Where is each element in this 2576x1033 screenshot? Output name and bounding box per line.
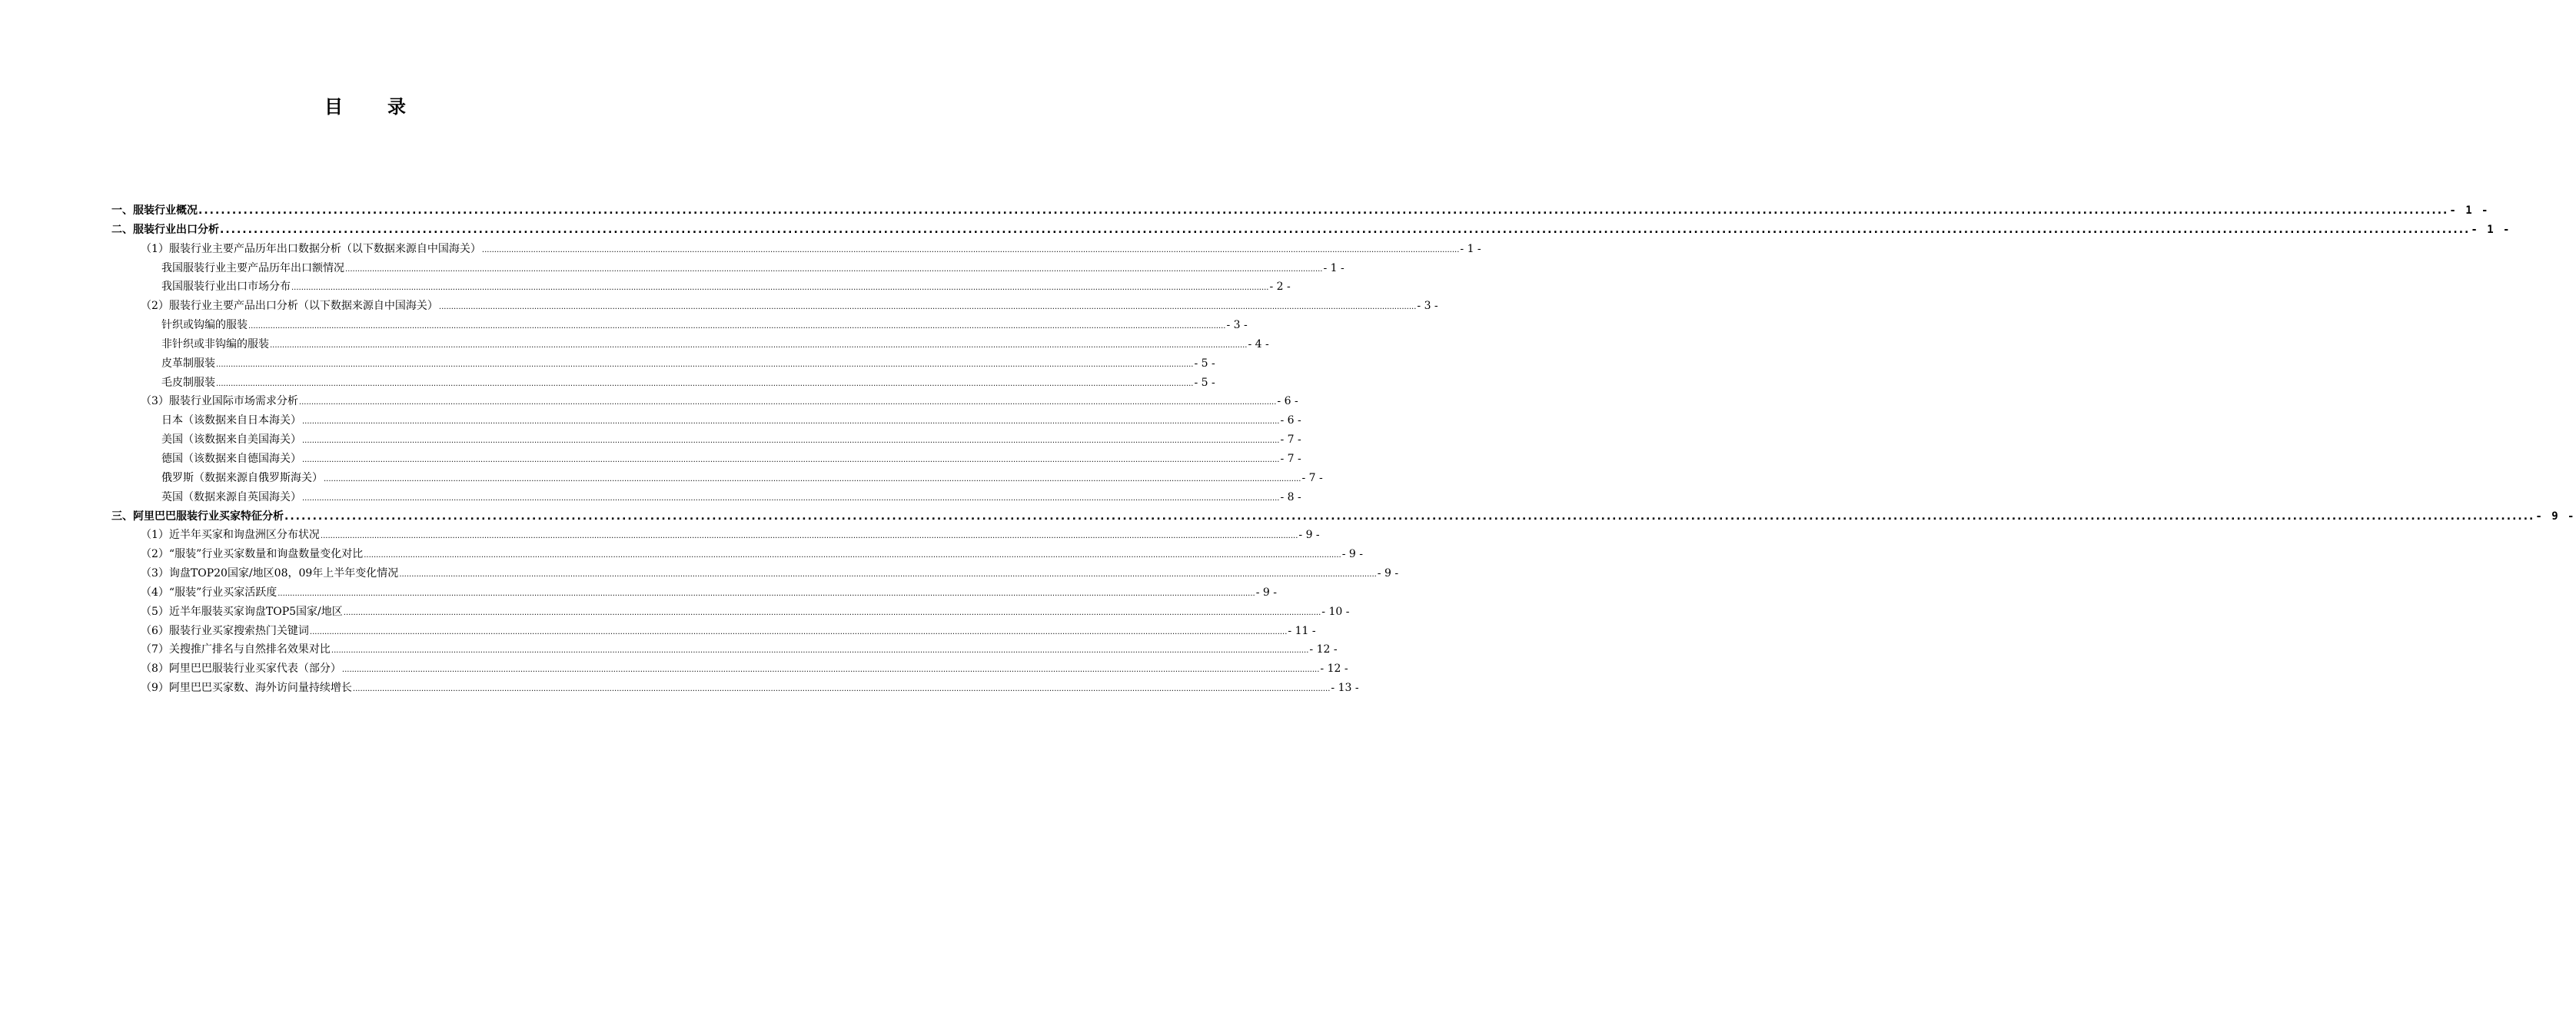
dot-leader: ................................................................................................................................................................................................................................................................................................................................................................................................................ (291, 284, 1269, 293)
toc-entry[interactable] (111, 411, 1301, 430)
toc-entry[interactable] (111, 335, 1269, 354)
toc-entry-label: 毛皮制服装 (161, 376, 215, 389)
dot-leader: ................................................................................................................................................................................................................................................................................................................................................................................................................ (302, 437, 1280, 446)
toc-entry-page-number: - 3 - (1226, 319, 1248, 332)
toc-entry-page-number: - 10 - (1321, 605, 1350, 618)
toc-entry-label: （1）服装行业主要产品历年出口数据分析（以下数据来源自中国海关） (141, 242, 481, 255)
toc-entry-page-number: - 8 - (1280, 490, 1301, 503)
dot-leader: ................................................................................................................................................................................................................................................................................................................................................................................................................ (352, 685, 1331, 694)
toc-entry-page-number: - 6 - (1277, 395, 1298, 408)
toc-entry-page-number: - 12 - (1320, 663, 1348, 676)
toc-entry-label: 三、阿里巴巴服装行业买家特征分析 (111, 510, 284, 523)
toc-entry-label: （8）阿里巴巴服装行业买家代表（部分） (141, 663, 341, 676)
dot-leader: ................................................................................................................................................................................................................................................................................................................................................................................................................ (399, 570, 1377, 580)
dot-leader: ................................................................................................................................................................................................................................................................................................................................................................................................................ (284, 510, 2535, 523)
toc-entry[interactable] (111, 430, 1301, 450)
dot-leader: ................................................................................................................................................................................................................................................................................................................................................................................................................ (216, 379, 1194, 388)
toc-entry[interactable] (111, 679, 1359, 698)
toc-entry-label: （6）服装行业买家搜索热门关键词 (141, 624, 309, 637)
dot-leader: ................................................................................................................................................................................................................................................................................................................................................................................................................ (309, 627, 1288, 636)
dot-leader: ................................................................................................................................................................................................................................................................................................................................................................................................................ (220, 223, 2471, 236)
toc-entry[interactable] (111, 583, 1277, 603)
toc-entry[interactable] (111, 507, 2576, 526)
toc-entry[interactable] (111, 488, 1301, 507)
toc-entry[interactable] (111, 374, 1215, 393)
toc-entry-page-number: - 5 - (1194, 357, 1215, 370)
toc-entry-label: 日本（该数据来自日本海关） (161, 414, 301, 427)
dot-leader: ................................................................................................................................................................................................................................................................................................................................................................................................................ (345, 264, 1323, 274)
toc-entry[interactable] (111, 297, 1438, 316)
toc-entry-page-number: - 3 - (1417, 300, 1438, 313)
dot-leader: ................................................................................................................................................................................................................................................................................................................................................................................................................ (481, 245, 1460, 254)
dot-leader: ................................................................................................................................................................................................................................................................................................................................................................................................................ (324, 474, 1301, 483)
toc-entry[interactable] (111, 659, 1348, 679)
toc-entry[interactable] (111, 277, 1291, 297)
toc-entry-page-number: - 9 - (1341, 548, 1363, 561)
toc-entry-label: （7）关搜推广排名与自然排名效果对比 (141, 643, 331, 656)
toc-entry[interactable] (111, 201, 2490, 221)
toc-entry[interactable] (111, 603, 1350, 622)
toc-entry-label: 我国服装行业主要产品历年出口额情况 (161, 261, 344, 274)
toc-entry[interactable] (111, 545, 1363, 564)
page-title: 目录 (324, 96, 450, 118)
toc-entry-page-number: - 2 - (1269, 281, 1291, 294)
toc-entry-label: （3）服装行业国际市场需求分析 (141, 395, 298, 408)
toc-entry-page-number: - 1 - (2471, 223, 2511, 236)
toc-entry-page-number: - 9 - (1377, 567, 1399, 580)
toc-entry-page-number: - 9 - (1298, 529, 1320, 542)
toc-entry[interactable] (111, 450, 1301, 469)
toc-entry[interactable] (111, 240, 1481, 259)
toc-entry-label: 美国（该数据来自美国海关） (161, 433, 301, 447)
dot-leader: ................................................................................................................................................................................................................................................................................................................................................................................................................ (298, 398, 1277, 407)
dot-leader: ................................................................................................................................................................................................................................................................................................................................................................................................................ (216, 360, 1194, 369)
dot-leader: ................................................................................................................................................................................................................................................................................................................................................................................................................ (248, 322, 1226, 331)
toc-entry-page-number: - 7 - (1280, 433, 1301, 447)
dot-leader: ................................................................................................................................................................................................................................................................................................................................................................................................................ (198, 204, 2449, 217)
toc-entry-page-number: - 9 - (2535, 510, 2576, 523)
toc-entry-label: 皮革制服装 (161, 357, 215, 370)
toc-entry-page-number: - 13 - (1331, 682, 1359, 695)
toc-entry-label: 德国（该数据来自德国海关） (161, 452, 301, 465)
toc-entry[interactable] (111, 316, 1248, 335)
toc-entry[interactable] (111, 564, 1399, 583)
toc-entry-page-number: - 12 - (1309, 643, 1338, 656)
toc-entry[interactable] (111, 640, 1338, 659)
dot-leader: ................................................................................................................................................................................................................................................................................................................................................................................................................ (438, 303, 1417, 312)
dot-leader: ................................................................................................................................................................................................................................................................................................................................................................................................................ (302, 455, 1280, 464)
toc-entry-label: （1）近半年买家和询盘洲区分布状况 (141, 529, 320, 542)
toc-entry-label: （9）阿里巴巴买家数、海外访问量持续增长 (141, 682, 352, 695)
toc-entry-page-number: - 7 - (1280, 452, 1301, 465)
toc-entry-label: （2）服装行业主要产品出口分析（以下数据来源自中国海关） (141, 300, 438, 313)
toc-entry-label: 俄罗斯（数据来源自俄罗斯海关） (161, 471, 323, 484)
dot-leader: ................................................................................................................................................................................................................................................................................................................................................................................................................ (343, 608, 1321, 617)
dot-leader: ................................................................................................................................................................................................................................................................................................................................................................................................................ (302, 493, 1280, 503)
toc-entry[interactable] (111, 259, 1345, 278)
toc-entry-page-number: - 1 - (2449, 204, 2490, 217)
toc-entry-label: （4）“服装”行业买家活跃度 (141, 586, 278, 599)
dot-leader: ................................................................................................................................................................................................................................................................................................................................................................................................................ (364, 551, 1341, 560)
toc-entry-label: 针织或钩编的服装 (161, 319, 248, 332)
toc-entry-page-number: - 7 - (1301, 471, 1323, 484)
toc-entry[interactable] (111, 469, 1323, 488)
dot-leader: ................................................................................................................................................................................................................................................................................................................................................................................................................ (341, 666, 1320, 675)
toc-entry[interactable] (111, 354, 1215, 374)
dot-leader: ................................................................................................................................................................................................................................................................................................................................................................................................................ (302, 417, 1280, 427)
toc-entry-label: （3）询盘TOP20国家/地区08，09年上半年变化情况 (141, 567, 399, 580)
toc-entry-label: 英国（数据来源自英国海关） (161, 490, 301, 503)
toc-entry-label: （2）“服装”行业买家数量和询盘数量变化对比 (141, 548, 364, 561)
toc-entry-label: （5）近半年服装买家询盘TOP5国家/地区 (141, 605, 343, 618)
dot-leader: ................................................................................................................................................................................................................................................................................................................................................................................................................ (331, 646, 1309, 656)
toc-entry-page-number: - 9 - (1255, 586, 1277, 599)
toc-entry-page-number: - 5 - (1194, 376, 1215, 389)
toc-entry[interactable] (111, 221, 2511, 240)
dot-leader: ................................................................................................................................................................................................................................................................................................................................................................................................................ (270, 340, 1248, 350)
toc-entry-page-number: - 1 - (1323, 261, 1345, 274)
dot-leader: ................................................................................................................................................................................................................................................................................................................................................................................................................ (320, 532, 1298, 541)
toc-entry-page-number: - 6 - (1280, 414, 1301, 427)
table-of-contents (111, 201, 2576, 698)
toc-entry[interactable] (111, 526, 1320, 545)
toc-entry-page-number: - 1 - (1460, 242, 1481, 255)
toc-entry[interactable] (111, 392, 1298, 411)
dot-leader: ................................................................................................................................................................................................................................................................................................................................................................................................................ (278, 589, 1255, 598)
toc-entry-page-number: - 4 - (1248, 337, 1269, 350)
toc-entry-page-number: - 11 - (1288, 624, 1316, 637)
toc-entry-label: 我国服装行业出口市场分布 (161, 281, 291, 294)
toc-entry-label: 二、服装行业出口分析 (111, 223, 219, 236)
toc-entry-label: 非针织或非钩编的服装 (161, 337, 269, 350)
toc-entry-label: 一、服装行业概况 (111, 204, 198, 217)
toc-entry[interactable] (111, 622, 1316, 641)
